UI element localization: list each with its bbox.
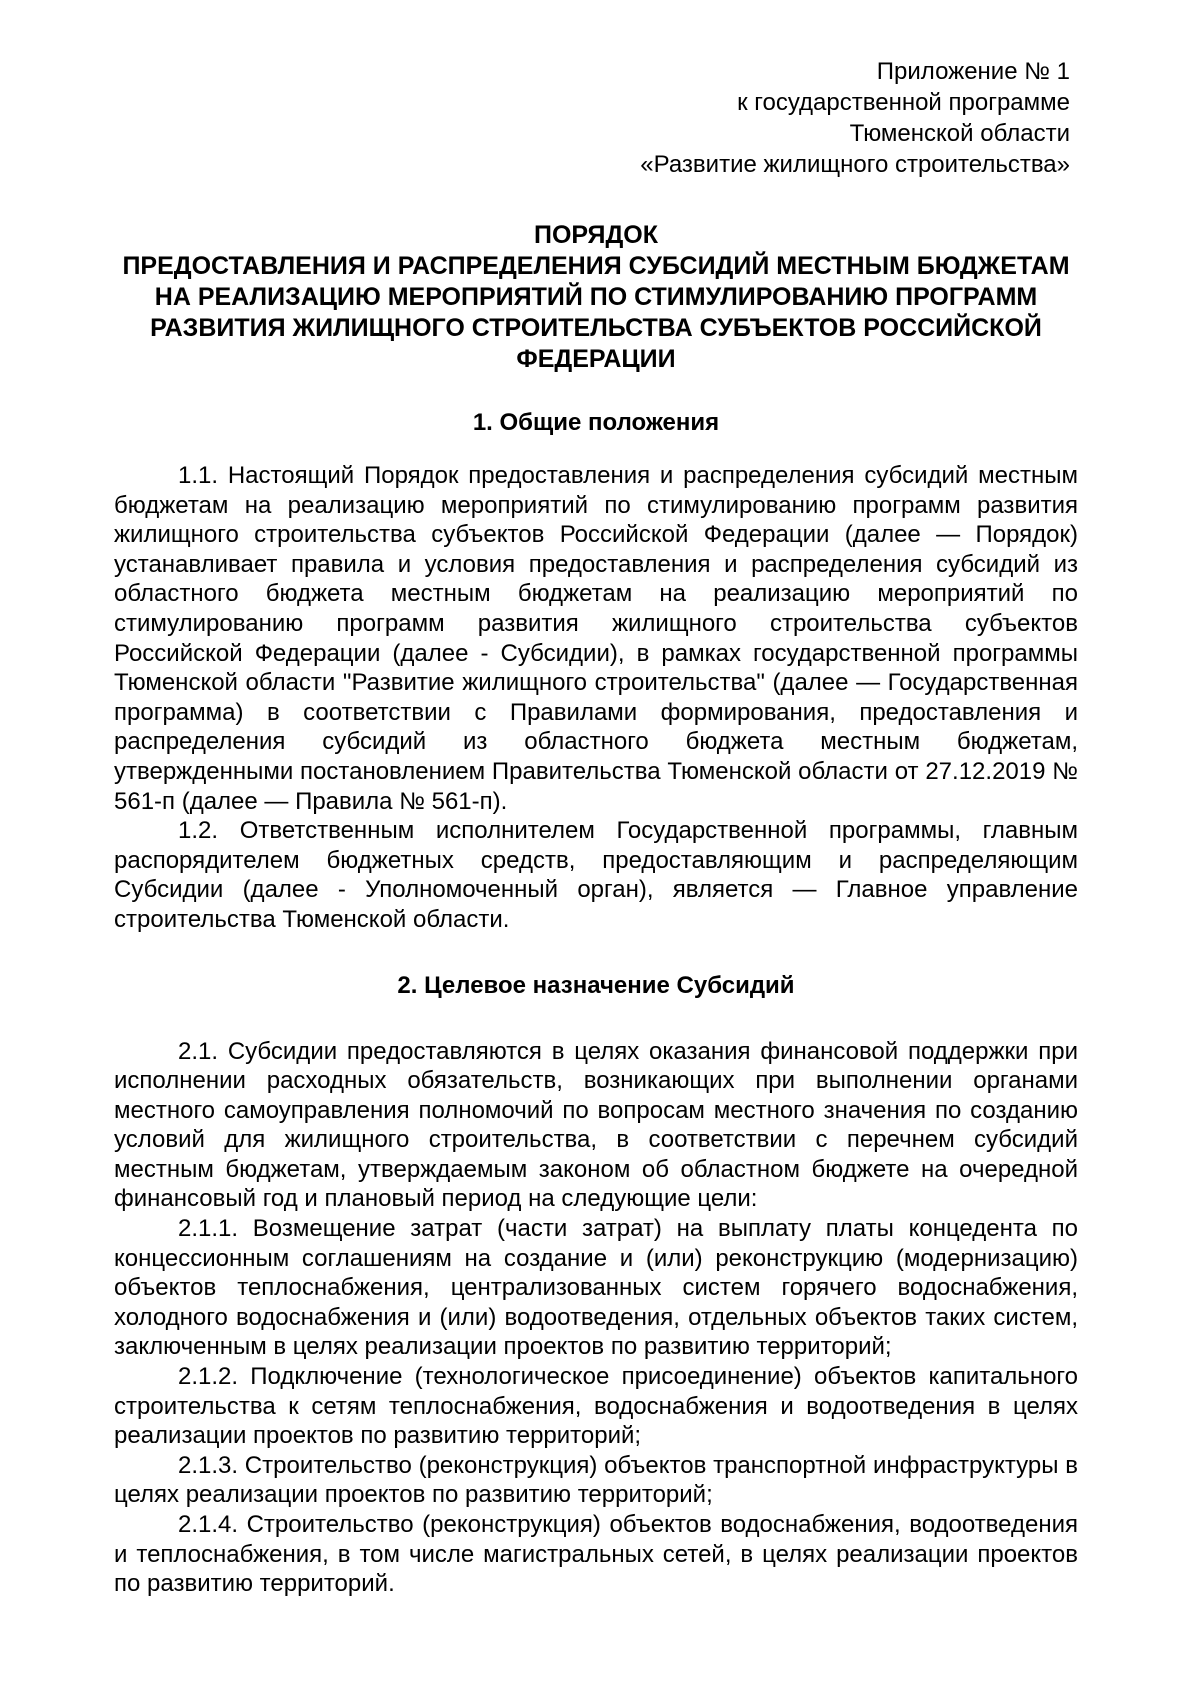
annex-program-name: «Развитие жилищного строительства» — [640, 151, 1070, 178]
paragraph-2-1-4: 2.1.4. Строительство (реконструкция) объектов водоснабжения, водоотведения и теплоснабжения, в том числе магистральных сетей, в целях реализации проектов по развитию территорий. — [114, 1511, 1078, 1598]
title-line-3: НА РЕАЛИЗАЦИЮ МЕРОПРИЯТИЙ ПО СТИМУЛИРОВАНИЮ ПРОГРАММ — [154, 283, 1038, 311]
annex-header — [114, 56, 1078, 180]
document-title — [114, 220, 1078, 375]
section-1-body — [114, 461, 1078, 935]
paragraph-1-1: 1.1. Настоящий Порядок предоставления и распределения субсидий местным бюджетам на реализацию мероприятий по стимулированию программ развития жилищного строительства субъектов Российской Федерации (далее — Порядок) устанавливает правила и условия предоставления и распределения субсидий из областного бюджета местным бюджетам на реализацию мероприятий по стимулированию программ развития жилищного строительства субъектов Российской Федерации (далее - Субсидии), в рамках государственной программы Тюменской области "Развитие жилищного строительства" (далее — Государственная программа) в соответствии с Правилами формирования, предоставления и распределения субсидий из областного бюджета местным бюджетам, утвержденными постановлением Правительства Тюменской области от 27.12.2019 № 561-п (далее — Правила № 561-п). — [114, 462, 1078, 815]
paragraph-2-1: 2.1. Субсидии предоставляются в целях оказания финансовой поддержки при исполнении расходных обязательств, возникающих при выполнении органами местного самоуправления полномочий по вопросам местного значения по созданию условий для жилищного строительства, в соответствии с перечнем субсидий местным бюджетам, утверждаемым законом об областном бюджете на очередной финансовый год и плановый период на следующие цели: — [114, 1037, 1078, 1213]
annex-reference: к государственной программе — [737, 89, 1070, 116]
title-line-5: ФЕДЕРАЦИИ — [516, 345, 676, 373]
paragraph-2-1-3: 2.1.3. Строительство (реконструкция) объектов транспортной инфраструктуры в целях реализации проектов по развитию территорий; — [114, 1451, 1078, 1509]
paragraph-2-1-1: 2.1.1. Возмещение затрат (части затрат) на выплату платы концедента по концессионным соглашениям на создание и (или) реконструкцию (модернизацию) объектов теплоснабжения, централизованных систем горячего водоснабжения, холодного водоснабжения и (или) водоотведения, отдельных объектов таких систем, заключенным в целях реализации проектов по развитию территорий; — [114, 1215, 1078, 1361]
annex-region: Тюменской области — [849, 120, 1070, 147]
paragraph-2-1-2: 2.1.2. Подключение (технологическое присоединение) объектов капитального строительства к сетям теплоснабжения, водоснабжения и водоотведения в целях реализации проектов по развитию территорий; — [114, 1363, 1078, 1450]
paragraph-1-2: 1.2. Ответственным исполнителем Государственной программы, главным распорядителем бюджетных средств, предоставляющим и распределяющим Субсидии (далее - Уполномоченный орган), является — Главное управление строительства Тюменской области. — [114, 817, 1078, 933]
title-line-4: РАЗВИТИЯ ЖИЛИЩНОГО СТРОИТЕЛЬСТВА СУБЪЕКТОВ РОССИЙСКОЙ — [150, 314, 1042, 342]
section-2-heading: 2. Целевое назначение Субсидий — [397, 971, 795, 999]
title-line-2: ПРЕДОСТАВЛЕНИЯ И РАСПРЕДЕЛЕНИЯ СУБСИДИЙ МЕСТНЫМ БЮДЖЕТАМ — [122, 252, 1070, 280]
section-1-heading: 1. Общие положения — [472, 409, 720, 436]
document-page — [114, 56, 1078, 1599]
section-2-body — [114, 1037, 1078, 1599]
title-line-1: ПОРЯДОК — [534, 221, 658, 249]
annex-number: Приложение № 1 — [876, 58, 1070, 85]
